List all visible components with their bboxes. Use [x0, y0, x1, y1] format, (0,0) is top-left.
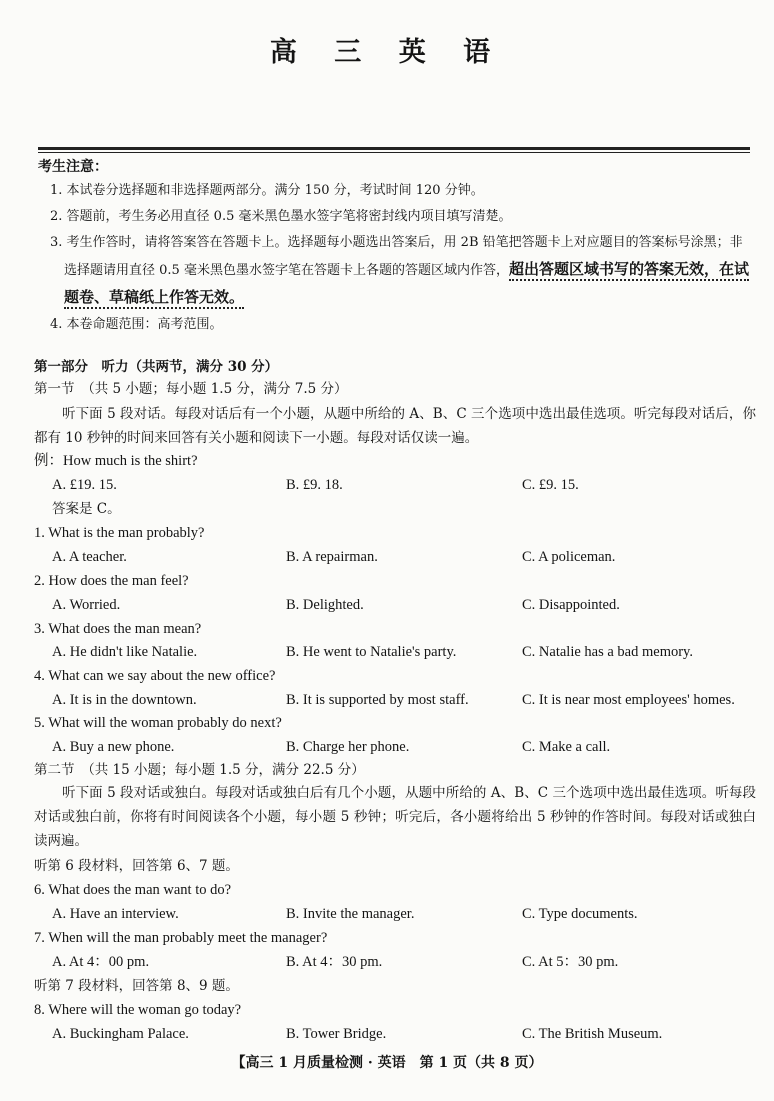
header-divider-thin [38, 152, 750, 153]
question-4-option-c: C. It is near most employees' homes. [522, 692, 735, 708]
question-2: 2. How does the man feel? [34, 573, 189, 589]
question-6-option-b: B. Invite the manager. [286, 906, 415, 922]
section1-heading: 第一节 （共 5 小题；每小题 1.5 分，满分 7.5 分） [34, 381, 348, 397]
notice-item-4: 4. 本卷命题范围：高考范围。 [50, 317, 223, 332]
notice-item-2: 2. 答题前，考生务必用直径 0.5 毫米黑色墨水签字笔将密封线内项目填写清楚。 [50, 209, 512, 224]
section2-instruction: 听下面 5 段对话或独白。每段对话或独白后有几个小题，从题中所给的 A、B、C 三个选项中选出最佳选项。听每段对话或独白前，你将有时间阅读各个小题，每小题 5 秒钟；听完后，各小题将给出 5 秒钟的作答时间。每段对话或独白读两遍。 [34, 785, 756, 849]
page-footer: 【高三 1 月质量检测 · 英语 第 1 页（共 8 页） [231, 1055, 543, 1071]
question-8-option-a: A. Buckingham Palace. [52, 1026, 189, 1042]
question-3-option-b: B. He went to Natalie's party. [286, 644, 457, 660]
question-8-option-b: B. Tower Bridge. [286, 1026, 387, 1042]
header-divider [38, 147, 750, 150]
example-answer: 答案是 C。 [52, 501, 121, 517]
question-2-option-b: B. Delighted. [286, 597, 364, 613]
question-1-option-a: A. A teacher. [52, 549, 127, 565]
question-7: 7. When will the man probably meet the manager? [34, 930, 328, 946]
question-8-option-c: C. The British Museum. [522, 1026, 663, 1042]
question-5-option-c: C. Make a call. [522, 739, 611, 755]
question-3-option-a: A. He didn't like Natalie. [52, 644, 198, 660]
material-6-intro: 听第 6 段材料，回答第 6、7 题。 [34, 858, 239, 874]
example-option-b: B. £9. 18. [286, 477, 343, 493]
material-7-intro: 听第 7 段材料，回答第 8、9 题。 [34, 978, 239, 994]
notice-heading: 考生注意： [38, 159, 108, 175]
question-7-option-a: A. At 4：00 pm. [52, 954, 150, 970]
example-option-c: C. £9. 15. [522, 477, 579, 493]
question-1: 1. What is the man probably? [34, 525, 205, 541]
question-5-option-b: B. Charge her phone. [286, 739, 410, 755]
question-1-option-b: B. A repairman. [286, 549, 378, 565]
question-3: 3. What does the man mean? [34, 621, 202, 637]
question-2-option-a: A. Worried. [52, 597, 121, 613]
question-8: 8. Where will the woman go today? [34, 1002, 242, 1018]
question-5-option-a: A. Buy a new phone. [52, 739, 175, 755]
notice-item-3 [38, 230, 754, 312]
question-4-option-a: A. It is in the downtown. [52, 692, 197, 708]
question-2-option-c: C. Disappointed. [522, 597, 620, 613]
notice-item-3-emphasis: 超出答题区域书写的答案无效，在试题卷、草稿纸上作答无效。 [64, 260, 749, 309]
section2-heading: 第二节 （共 15 小题；每小题 1.5 分，满分 22.5 分） [34, 762, 365, 778]
part1-heading: 第一部分 听力（共两节，满分 30 分） [34, 359, 279, 375]
question-1-option-c: C. A policeman. [522, 549, 616, 565]
question-5: 5. What will the woman probably do next? [34, 715, 282, 731]
notice-item-3-text: 3. 考生作答时，请将答案答在答题卡上。选择题每小题选出答案后，用 2B 铅笔把答题卡上对应题目的答案标号涂黑；非选择题请用直径 0.5 毫米黑色墨水签字笔在答题卡上各题的答题区域内作答， [50, 235, 743, 278]
question-7-option-b: B. At 4：30 pm. [286, 954, 383, 970]
section1-instruction: 听下面 5 段对话。每段对话后有一个小题，从题中所给的 A、B、C 三个选项中选出最佳选项。听完每段对话后，你都有 10 秒钟的时间来回答有关小题和阅读下一小题。每段对话仅读一遍。 [34, 406, 756, 446]
question-6-option-a: A. Have an interview. [52, 906, 179, 922]
question-7-option-c: C. At 5：30 pm. [522, 954, 619, 970]
example-option-a: A. £19. 15. [52, 477, 117, 493]
question-4-option-b: B. It is supported by most staff. [286, 692, 469, 708]
example-question: 例：How much is the shirt? [34, 453, 198, 469]
notice-block [38, 156, 754, 338]
question-3-option-c: C. Natalie has a bad memory. [522, 644, 693, 660]
notice-item-1: 1. 本试卷分选择题和非选择题两部分。满分 150 分，考试时间 120 分钟。 [50, 183, 484, 198]
question-4: 4. What can we say about the new office? [34, 668, 276, 684]
question-6-option-c: C. Type documents. [522, 906, 638, 922]
question-6: 6. What does the man want to do? [34, 882, 232, 898]
page-title: 高 三 英 语 [269, 37, 505, 68]
